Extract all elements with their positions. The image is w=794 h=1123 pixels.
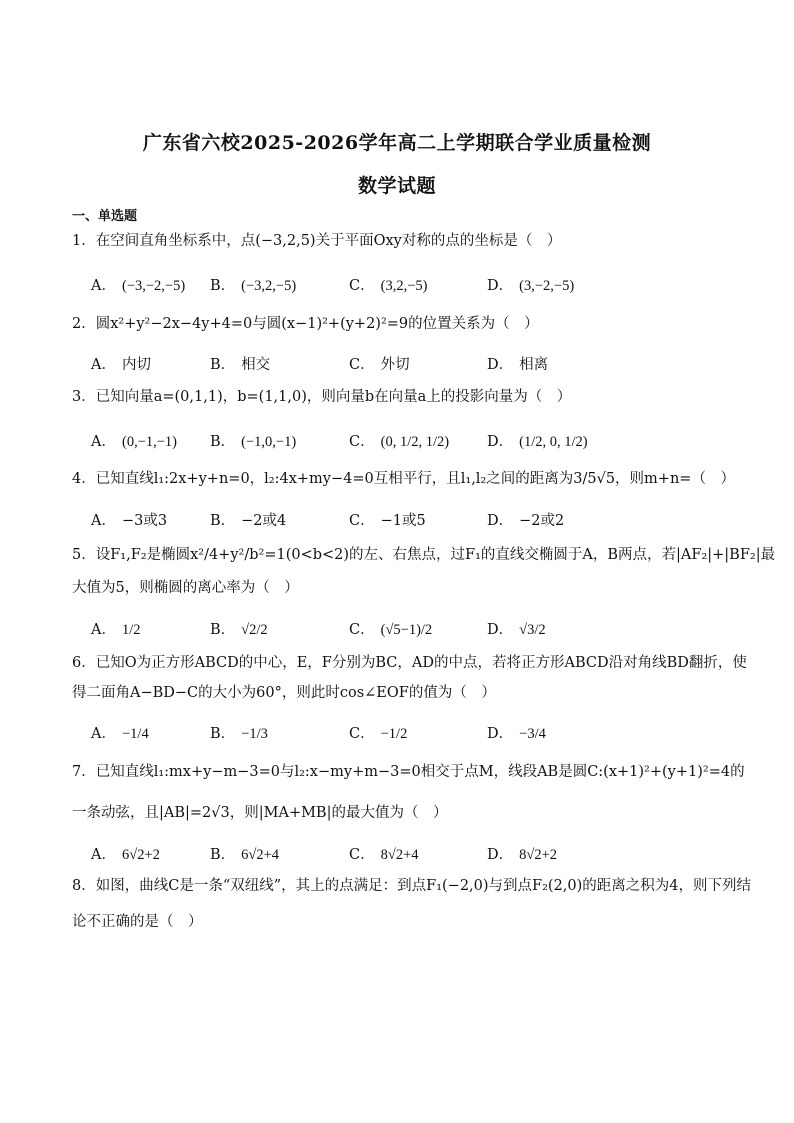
option-c[interactable]: C． (0, 1/2, 1/2)	[349, 434, 450, 450]
option-c[interactable]: C． −1/2	[349, 726, 408, 742]
option-c[interactable]: C． 8√2+4	[349, 847, 419, 863]
question-1-stem: 1．在空间直角坐标系中，点(−3,2,5)关于平面Oxy对称的点的坐标是（ ）	[72, 233, 562, 249]
option-c[interactable]: C． (3,2,−5)	[349, 278, 428, 294]
option-a[interactable]: A． 1/2	[91, 622, 141, 638]
option-d[interactable]: D． 相离	[487, 357, 549, 373]
option-a[interactable]: A． 内切	[91, 357, 151, 373]
question-5-stem: 5．设F₁,F₂是椭圆x²/4+y²/b²=1(0<b<2)的左、右焦点，过F₁的直线交椭圆于A，B两点，若|AF₂|+|BF₂|最	[72, 547, 776, 563]
question-3-stem: 3．已知向量a=(0,1,1)，b=(1,1,0)，则向量b在向量a上的投影向量为（ ）	[72, 389, 572, 405]
question-7-stem: 7．已知直线l₁:mx+y−m−3=0与l₂:x−my+m−3=0相交于点M，线段AB是圆C:(x+1)²+(y+1)²=4的	[72, 764, 745, 780]
question-5-stem-cont: 大值为5，则椭圆的离心率为（ ）	[72, 580, 299, 596]
question-8-stem: 8．如图，曲线C是一条“双纽线”，其上的点满足：到点F₁(−2,0)与到点F₂(2,0)的距离之积为4，则下列结	[72, 878, 752, 894]
exam-subtitle: 数学试题	[357, 175, 436, 197]
question-6-stem-cont: 得二面角A−BD−C的大小为60°，则此时cos∠EOF的值为（ ）	[72, 685, 496, 701]
option-d[interactable]: D． −2或2	[487, 513, 565, 529]
question-7-stem-cont: 一条动弦，且|AB|=2√3，则|MA+MB|的最大值为（ ）	[72, 805, 448, 821]
section-heading: 一、单选题	[72, 209, 138, 224]
option-a[interactable]: A． −1/4	[91, 726, 149, 742]
option-d[interactable]: D． −3/4	[487, 726, 546, 742]
option-c[interactable]: C． 外切	[349, 357, 410, 373]
option-c[interactable]: C． (√5−1)/2	[349, 622, 433, 638]
option-c[interactable]: C． −1或5	[349, 513, 426, 529]
option-b[interactable]: B． −2或4	[210, 513, 287, 529]
option-d[interactable]: D． (3,−2,−5)	[487, 278, 575, 294]
option-d[interactable]: D． √3/2	[487, 622, 546, 638]
option-b[interactable]: B． √2/2	[210, 622, 268, 638]
exam-title: 广东省六校2025-2026学年高二上学期联合学业质量检测	[142, 132, 652, 154]
option-a[interactable]: A． −3或3	[91, 513, 168, 529]
option-a[interactable]: A． 6√2+2	[91, 847, 160, 863]
option-b[interactable]: B． −1/3	[210, 726, 268, 742]
option-a[interactable]: A． (0,−1,−1)	[91, 434, 177, 450]
option-a[interactable]: A． (−3,−2,−5)	[91, 278, 186, 294]
option-b[interactable]: B． (−1,0,−1)	[210, 434, 297, 450]
question-2-stem: 2．圆x²+y²−2x−4y+4=0与圆(x−1)²+(y+2)²=9的位置关系为（ ）	[72, 316, 539, 332]
option-b[interactable]: B． 6√2+4	[210, 847, 280, 863]
question-8-stem-cont: 论不正确的是（ ）	[72, 914, 203, 930]
option-d[interactable]: D． 8√2+2	[487, 847, 558, 863]
option-d[interactable]: D． (1/2, 0, 1/2)	[487, 434, 588, 450]
question-6-stem: 6．已知O为正方形ABCD的中心，E，F分别为BC，AD的中点，若将正方形ABCD沿对角线BD翻折，使	[72, 655, 747, 671]
option-b[interactable]: B． 相交	[210, 357, 271, 373]
option-b[interactable]: B． (−3,2,−5)	[210, 278, 297, 294]
question-4-stem: 4．已知直线l₁:2x+y+n=0，l₂:4x+my−4=0互相平行，且l₁,l₂之间的距离为3/5√5，则m+n=（ ）	[72, 471, 735, 487]
